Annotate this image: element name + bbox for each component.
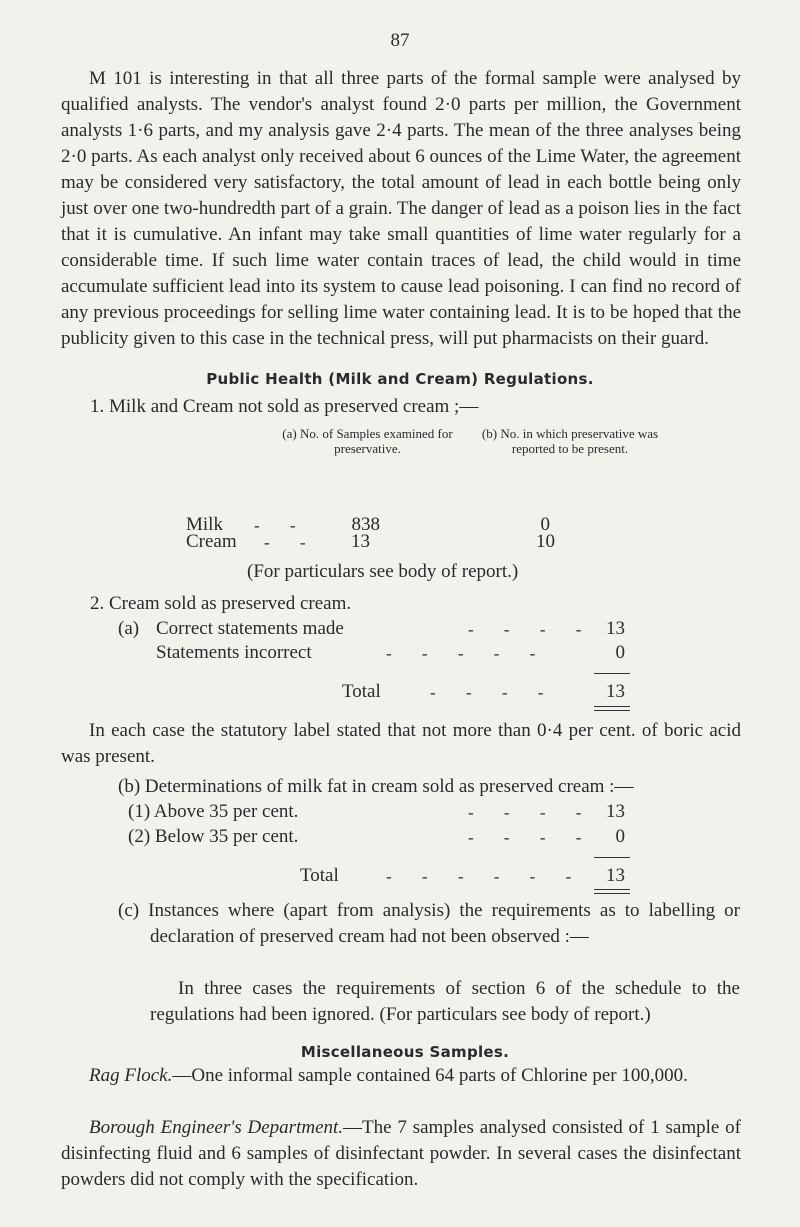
total-rule bbox=[594, 673, 630, 674]
boric-acid-note: In each case the statutory label stated that not more than 0·4 per cent. of boric acid was present. bbox=[61, 720, 741, 767]
milk-preservative-value: 0 bbox=[540, 514, 550, 535]
below-35-label: (2) Below 35 per cent. bbox=[128, 826, 299, 847]
section1-title: 1. Milk and Cream not sold as preserved cream ;— bbox=[90, 396, 479, 417]
below-35-value: 0 bbox=[615, 826, 625, 847]
section2a-total-dashes: - - - - bbox=[430, 683, 557, 702]
section2b-total-dashes: - - - - - - bbox=[386, 867, 585, 886]
correct-statements-label: Correct statements made bbox=[156, 618, 344, 639]
total-rule bbox=[594, 857, 630, 858]
section1-note: (For particulars see body of report.) bbox=[247, 561, 519, 582]
above-35-dashes: - - - - bbox=[468, 803, 595, 822]
column-a-header: (a) No. of Samples examined for preservative. bbox=[282, 426, 453, 456]
section2b-total-value: 13 bbox=[606, 865, 625, 886]
total-double-rule bbox=[594, 706, 630, 711]
section2a-total-value: 13 bbox=[606, 681, 625, 702]
cream-row-dashes: - - bbox=[264, 533, 319, 552]
section2c-text: In three cases the requirements of section 6 of the schedule to the regulations had been ignored. (For particulars see body of report.) bbox=[150, 978, 740, 1025]
rag-flock-text: —One informal sample contained 64 parts of Chlorine per 100,000. bbox=[172, 1065, 688, 1086]
cream-row-label: Cream bbox=[186, 531, 237, 552]
section2a-label: (a) bbox=[118, 618, 140, 639]
below-35-dashes: - - - - bbox=[468, 828, 595, 847]
regulations-heading: Public Health (Milk and Cream) Regulations. bbox=[206, 370, 594, 388]
above-35-value: 13 bbox=[606, 801, 625, 822]
section2b-title: (b) Determinations of milk fat in cream sold as preserved cream :— bbox=[118, 776, 634, 797]
borough-text: —The 7 samples analysed consisted of 1 sample of disinfecting fluid and 6 samples of disinfectant powder. In several cases the disinfectant powders did not comply with the specification. bbox=[61, 1117, 741, 1190]
misc-heading: Miscellaneous Samples. bbox=[300, 1043, 510, 1061]
milk-row-label: Milk bbox=[186, 514, 223, 535]
page-number: 87 bbox=[390, 30, 410, 51]
milk-row-dashes: - - bbox=[254, 516, 309, 535]
section2a-total-label: Total bbox=[342, 681, 381, 702]
incorrect-statements-dashes: - - - - - bbox=[386, 644, 549, 663]
total-double-rule bbox=[594, 889, 630, 894]
correct-statements-value: 13 bbox=[606, 618, 625, 639]
cream-preservative-value: 10 bbox=[536, 531, 555, 552]
column-b-header: (b) No. in which preservative was reported to be present. bbox=[481, 426, 659, 456]
cream-samples-value: 13 bbox=[351, 531, 370, 552]
milk-samples-value: 838 bbox=[351, 514, 380, 535]
incorrect-statements-label: Statements incorrect bbox=[156, 642, 312, 663]
rag-flock-label: Rag Flock. bbox=[89, 1065, 173, 1086]
section2b-total-label: Total bbox=[300, 865, 339, 886]
section2-title: 2. Cream sold as preserved cream. bbox=[90, 593, 352, 614]
section2c-title: (c) Instances where (apart from analysis) the requirements as to labelling or declaration of preserved cream had not been observed :— bbox=[118, 900, 740, 947]
borough-label: Borough Engineer's Department. bbox=[89, 1117, 344, 1138]
above-35-label: (1) Above 35 per cent. bbox=[128, 801, 299, 822]
correct-statements-dashes: - - - - bbox=[468, 620, 595, 639]
intro-paragraph: M 101 is interesting in that all three parts of the formal sample were analysed by qualified analysts. The vendor's analyst found 2·0 parts per million, the Government analysts 1·6 parts, and my analysis gave 2·4 parts. The mean of the three analyses being 2·0 parts. As each analyst only received about 6 ounces of the Lime Water, the agreement may be considered very satisfactory, the total amount of lead in each bottle being only just over one two-hundredth part of a grain. The danger of lead as a poison lies in the fact that it is cumulative. An infant may take small quantities of lime water regularly for a considerable time. If such lime water contain traces of lead, the child would in time accumulate sufficient lead into its system to cause lead poisoning. I can find no record of any previous proceedings for selling lime water containing lead. It is to be hoped that the publicity given to this case in the technical press, will put pharmacists on their guard. bbox=[61, 68, 741, 349]
incorrect-statements-value: 0 bbox=[615, 642, 625, 663]
rag-flock-paragraph bbox=[61, 1063, 741, 1089]
borough-paragraph bbox=[61, 1115, 741, 1193]
